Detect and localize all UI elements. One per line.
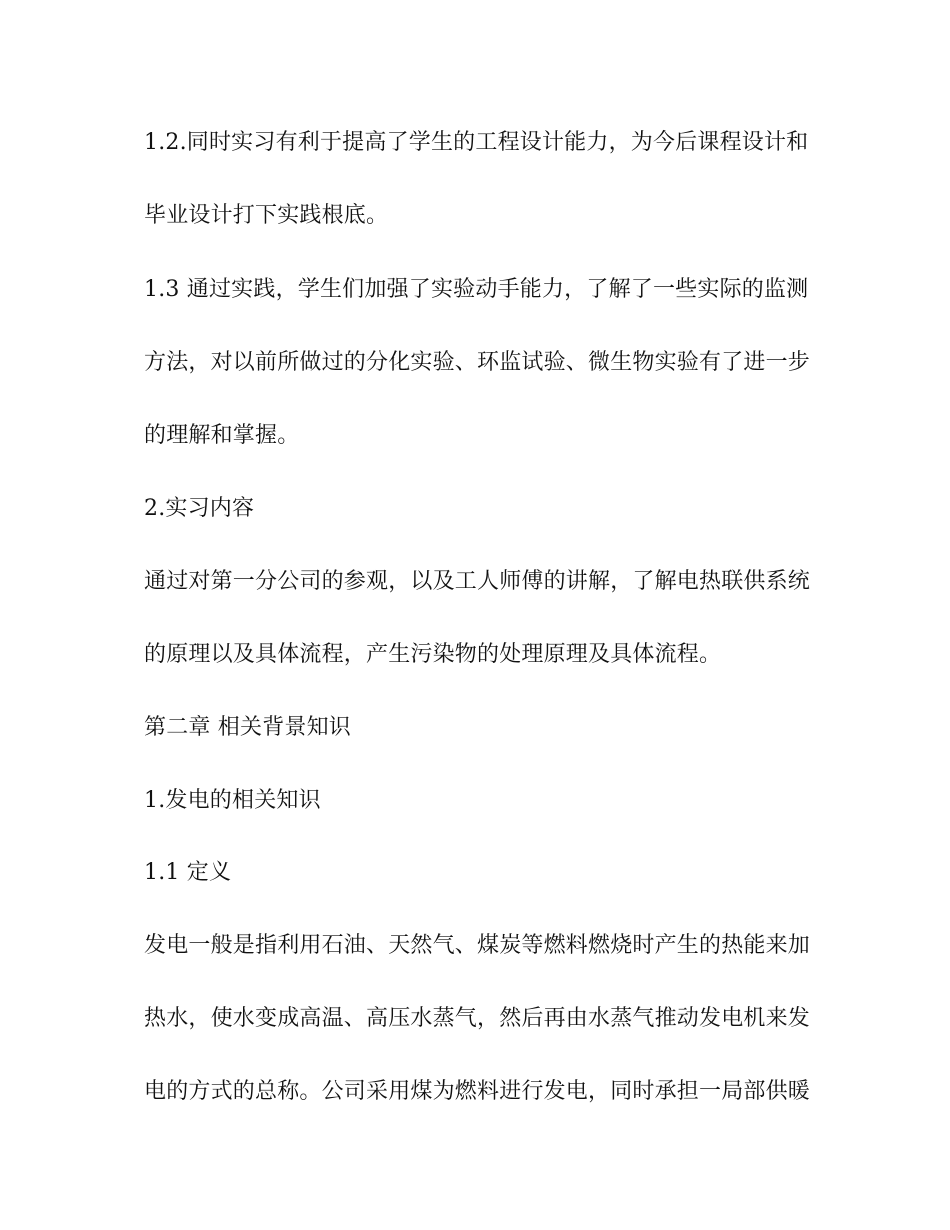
paragraph-content-line-1: 通过对第一分公司的参观，以及工人师傅的讲解，了解电热联供系统 xyxy=(144,569,811,594)
paragraph-1-3-line-1: 1.3 通过实践，学生们加强了实验动手能力，了解了一些实际的监测 xyxy=(144,277,809,302)
subsection-heading-definition: 1.1 定义 xyxy=(144,860,232,885)
paragraph-1-2-line-1: 1.2.同时实习有利于提高了学生的工程设计能力，为今后课程设计和 xyxy=(144,130,809,155)
paragraph-1-3-line-2: 方法，对以前所做过的分化实验、环监试验、微生物实验有了进一步 xyxy=(144,350,811,375)
paragraph-definition-line-1: 发电一般是指利用石油、天然气、煤炭等燃料燃烧时产生的热能来加 xyxy=(144,933,811,958)
section-heading-power-generation: 1.发电的相关知识 xyxy=(144,788,321,813)
paragraph-1-2-line-2: 毕业设计打下实践根底。 xyxy=(144,203,389,228)
chapter-heading: 第二章 相关背景知识 xyxy=(144,715,351,740)
paragraph-definition-line-3: 电的方式的总称。公司采用煤为燃料进行发电，同时承担一局部供暖 xyxy=(144,1079,811,1104)
paragraph-definition-line-2: 热水，使水变成高温、高压水蒸气，然后再由水蒸气推动发电机来发 xyxy=(144,1006,811,1031)
paragraph-1-3-line-3: 的理解和掌握。 xyxy=(144,423,300,448)
section-heading-internship-content: 2.实习内容 xyxy=(144,496,255,521)
paragraph-content-line-2: 的原理以及具体流程，产生污染物的处理原理及具体流程。 xyxy=(144,642,722,667)
